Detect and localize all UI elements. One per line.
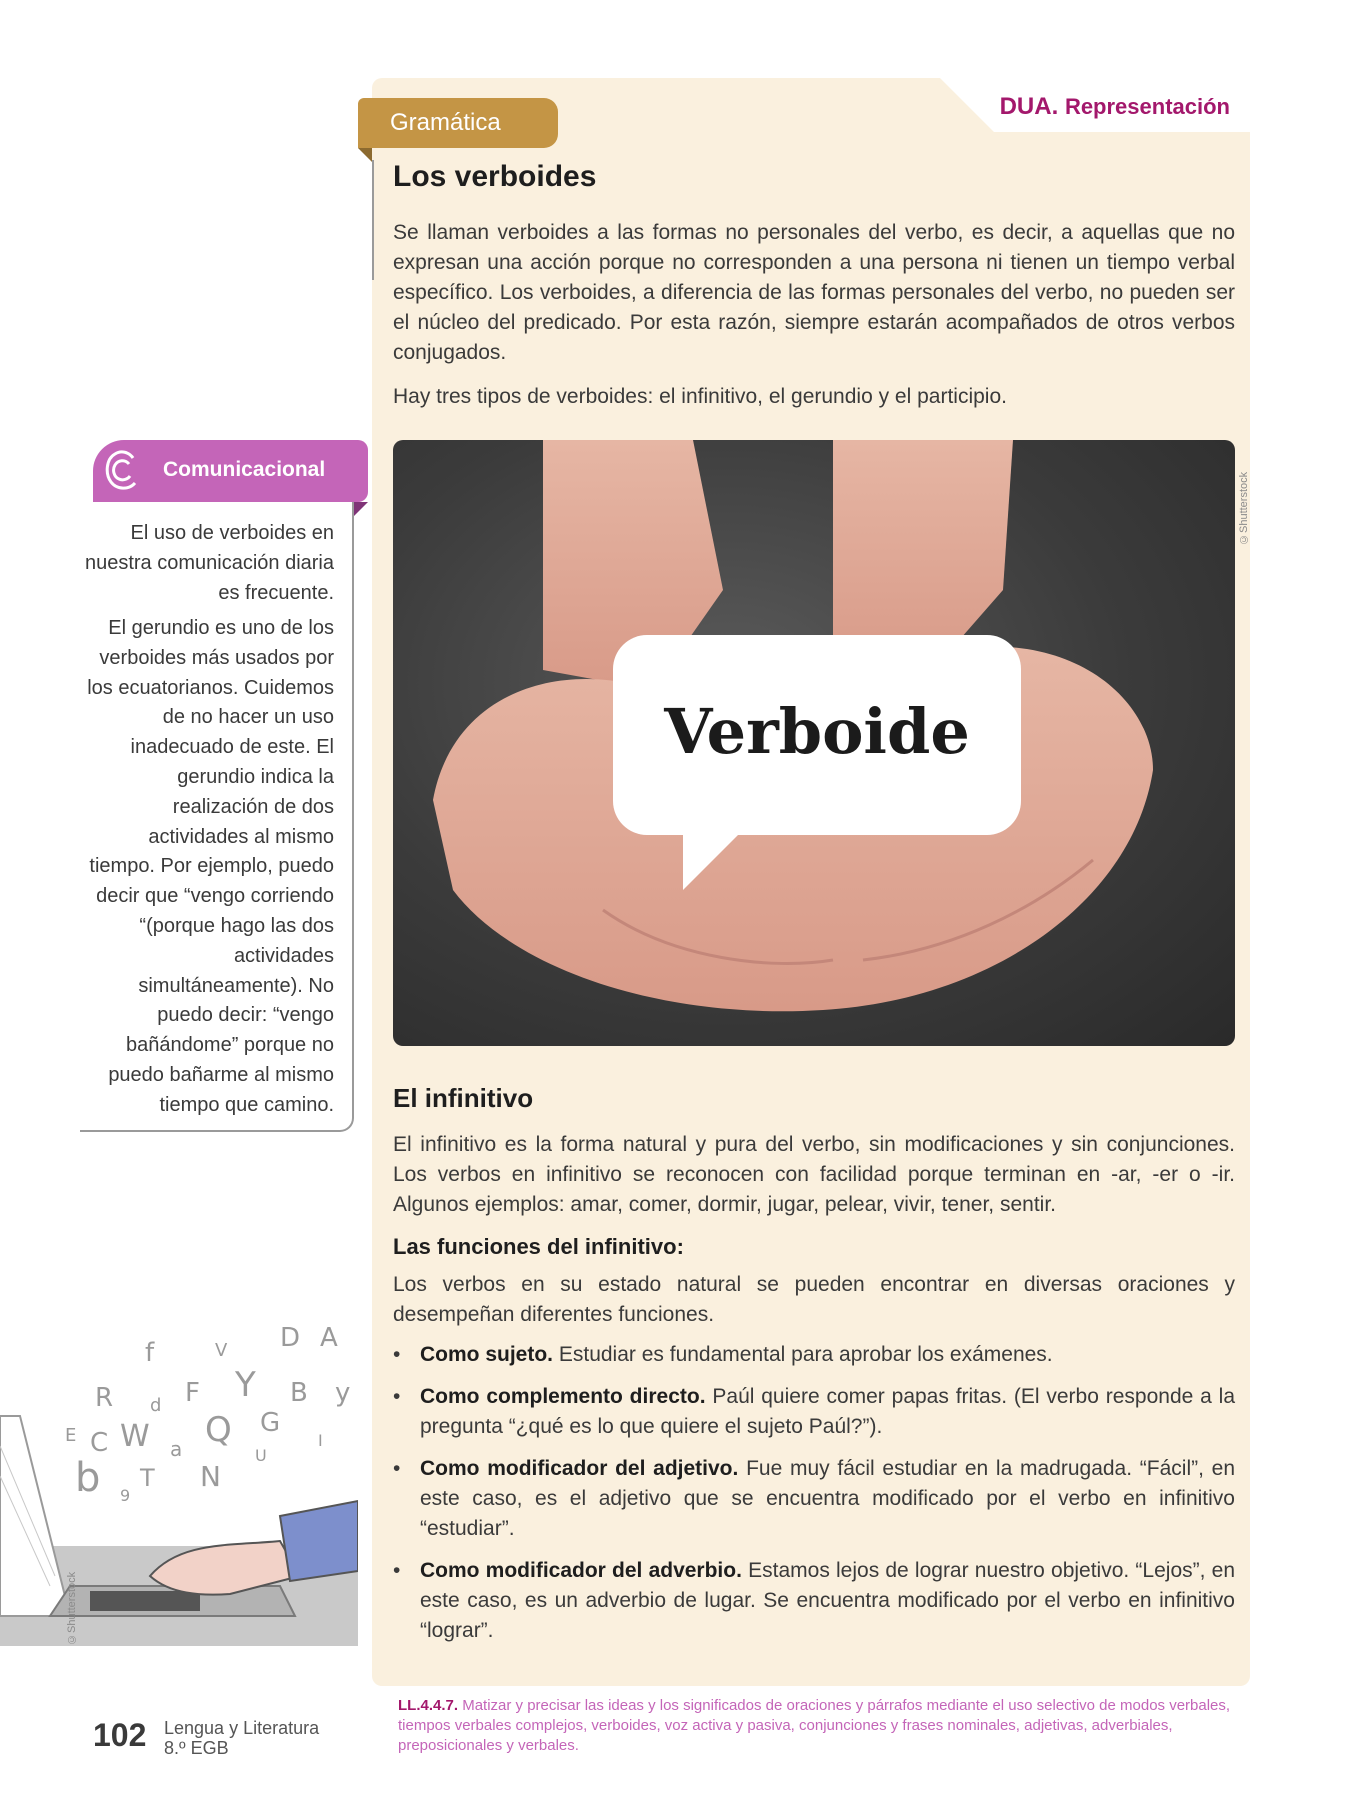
section-tab-fold [358, 148, 372, 162]
sidebar-tab-fold [354, 502, 368, 516]
curriculum-standard [398, 1696, 1258, 1756]
footer-subject: Lengua y Literatura [164, 1718, 320, 1738]
svg-text:N: N [200, 1460, 221, 1493]
bullet-term: Como modificador del adjetivo. [420, 1457, 739, 1480]
footer-grade: 8.º EGB [164, 1738, 229, 1758]
svg-text:y: y [335, 1378, 351, 1408]
svg-text:d: d [150, 1395, 162, 1416]
standard-text: Matizar y precisar las ideas y los significados de oraciones y párrafos mediante el uso selectivo de modos verbales, tiempos verbales complejos, verboides, voz activa y pasiva, conjunciones y frases nominales, adjetivas, adverbiales, preposicionales y verbales. [398, 1697, 1231, 1754]
sidebar-title: Comunicacional [163, 458, 326, 481]
verboide-photo [393, 440, 1235, 1046]
comunicacional-c-icon [101, 448, 141, 494]
svg-text:R: R [95, 1383, 114, 1413]
infinitivo-title: El infinitivo [393, 1083, 534, 1113]
list-item: • Como sujeto. Estudiar es fundamental para aprobar los exámenes. [393, 1343, 1053, 1366]
intro-paragraph: Se llaman verboides a las formas no personales del verbo, es decir, a aquellas que no expresan una acción porque no corresponden a una persona ni tienen un tiempo verbal específico. Los verboides, a diferencia de las formas personales del verbo, no pueden ser el núcleo del predicado. Por esta razón, siempre estarán acompañados de otros verbos conjugados. [393, 221, 1235, 364]
page-number: 102 [93, 1717, 147, 1753]
infinitivo-paragraph: El infinitivo es la forma natural y pura del verbo, sin modificaciones y sin conjunciones. Los verbos en infinitivo se reconocen con facilidad porque terminan en -ar, -er o -ir. Algunos ejemplos: amar, comer, dormir, jugar, pelear, vivir, tener, sentir. [393, 1133, 1235, 1216]
svg-text:E: E [65, 1425, 77, 1446]
photo-credit: ©Shutterstock [1238, 471, 1250, 545]
bullet-text: Estudiar es fundamental para aprobar los exámenes. [553, 1343, 1053, 1366]
types-paragraph: Hay tres tipos de verboides: el infinitivo, el gerundio y el participio. [393, 385, 1007, 408]
svg-text:C: C [90, 1428, 109, 1458]
bullet-term: Como sujeto. [420, 1343, 554, 1366]
sidebar-paragraph-1: El uso de verboides en nuestra comunicación diaria es frecuente. [84, 522, 334, 604]
list-item: • Como modificador del adjetivo. Fue muy fácil estudiar en la madrugada. “Fácil”, en este caso, es el adjetivo que se encuentra modificado por el verbo en infinitivo “estudiar”. [393, 1457, 1236, 1540]
list-item: • Como modificador del adverbio. Estamos lejos de lograr nuestro objetivo. “Lejos”, en este caso, es un adverbio de lugar. Se encuentra modificado por el verbo en infinitivo “lograr”. [393, 1559, 1235, 1642]
bullet-text: Paúl quiere comer papas fritas. (El verbo responde a la pregunta “¿qué es lo que quiere el sujeto Paúl?”). [420, 1385, 1236, 1438]
svg-text:V: V [215, 1340, 228, 1361]
svg-text:a: a [170, 1437, 183, 1461]
illustration-credit: ©Shutterstock [66, 1571, 78, 1645]
svg-text:b: b [75, 1455, 101, 1501]
section-tab-gramatica: Gramática [358, 98, 558, 148]
bullet-text: Estamos lejos de lograr nuestro objetivo. “Lejos”, en este caso, es un adverbio de lugar. Se encuentra modificado por el verbo en infinitivo “lograr”. [420, 1559, 1235, 1642]
standard-code: LL.4.4.7. [398, 1697, 459, 1714]
svg-text:U: U [255, 1446, 267, 1465]
funciones-title: Las funciones del infinitivo: [393, 1234, 684, 1259]
svg-text:F: F [185, 1378, 200, 1408]
svg-text:A: A [320, 1326, 338, 1353]
bullet-term: Como complemento directo. [420, 1385, 706, 1408]
bullet-term: Como modificador del adverbio. [420, 1559, 742, 1582]
svg-text:f: f [145, 1338, 155, 1368]
bullet-text: Fue muy fácil estudiar en la madrugada. “Fácil”, en este caso, es el adjetivo que se encuentra modificado por el verbo en infinitivo “estudiar”. [420, 1457, 1236, 1540]
svg-text:Q: Q [205, 1410, 232, 1450]
svg-text:D: D [280, 1326, 301, 1353]
dua-label [1000, 93, 1230, 121]
funciones-list [393, 1340, 1235, 1658]
article-title: Los verboides [393, 160, 597, 193]
photo-word: Verboide [664, 695, 970, 768]
svg-text:Y: Y [235, 1365, 256, 1405]
list-item: • Como complemento directo. Paúl quiere comer papas fritas. (El verbo responde a la pregunta “¿qué es lo que quiere el sujeto Paúl?”). [393, 1385, 1236, 1438]
svg-text:I: I [318, 1431, 323, 1450]
section-rule [372, 160, 374, 280]
dua-representacion: Representación [1064, 94, 1230, 119]
svg-text:T: T [140, 1464, 155, 1492]
funciones-paragraph: Los verbos en su estado natural se pueden encontrar en diversas oraciones y desempeñan diferentes funciones. [393, 1273, 1235, 1326]
laptop-letters-illustration [0, 1326, 358, 1646]
sidebar-paragraph-2: El gerundio es uno de los verboides más usados por los ecuatorianos. Cuidemos de no hacer un uso inadecuado de este. El gerundio indica la realización de dos actividades al mismo tiempo. Por ejemplo, puedo decir que “vengo corriendo “(porque hago las dos actividades simultáneamente). No puedo decir: “vengo bañándome” porque no puedo bañarme al mismo tiempo que camino. [87, 617, 334, 1116]
dua-bold: DUA. [999, 93, 1059, 120]
svg-text:9: 9 [120, 1486, 131, 1505]
svg-text:W: W [120, 1419, 150, 1454]
svg-text:G: G [260, 1408, 281, 1438]
svg-text:B: B [290, 1378, 308, 1408]
